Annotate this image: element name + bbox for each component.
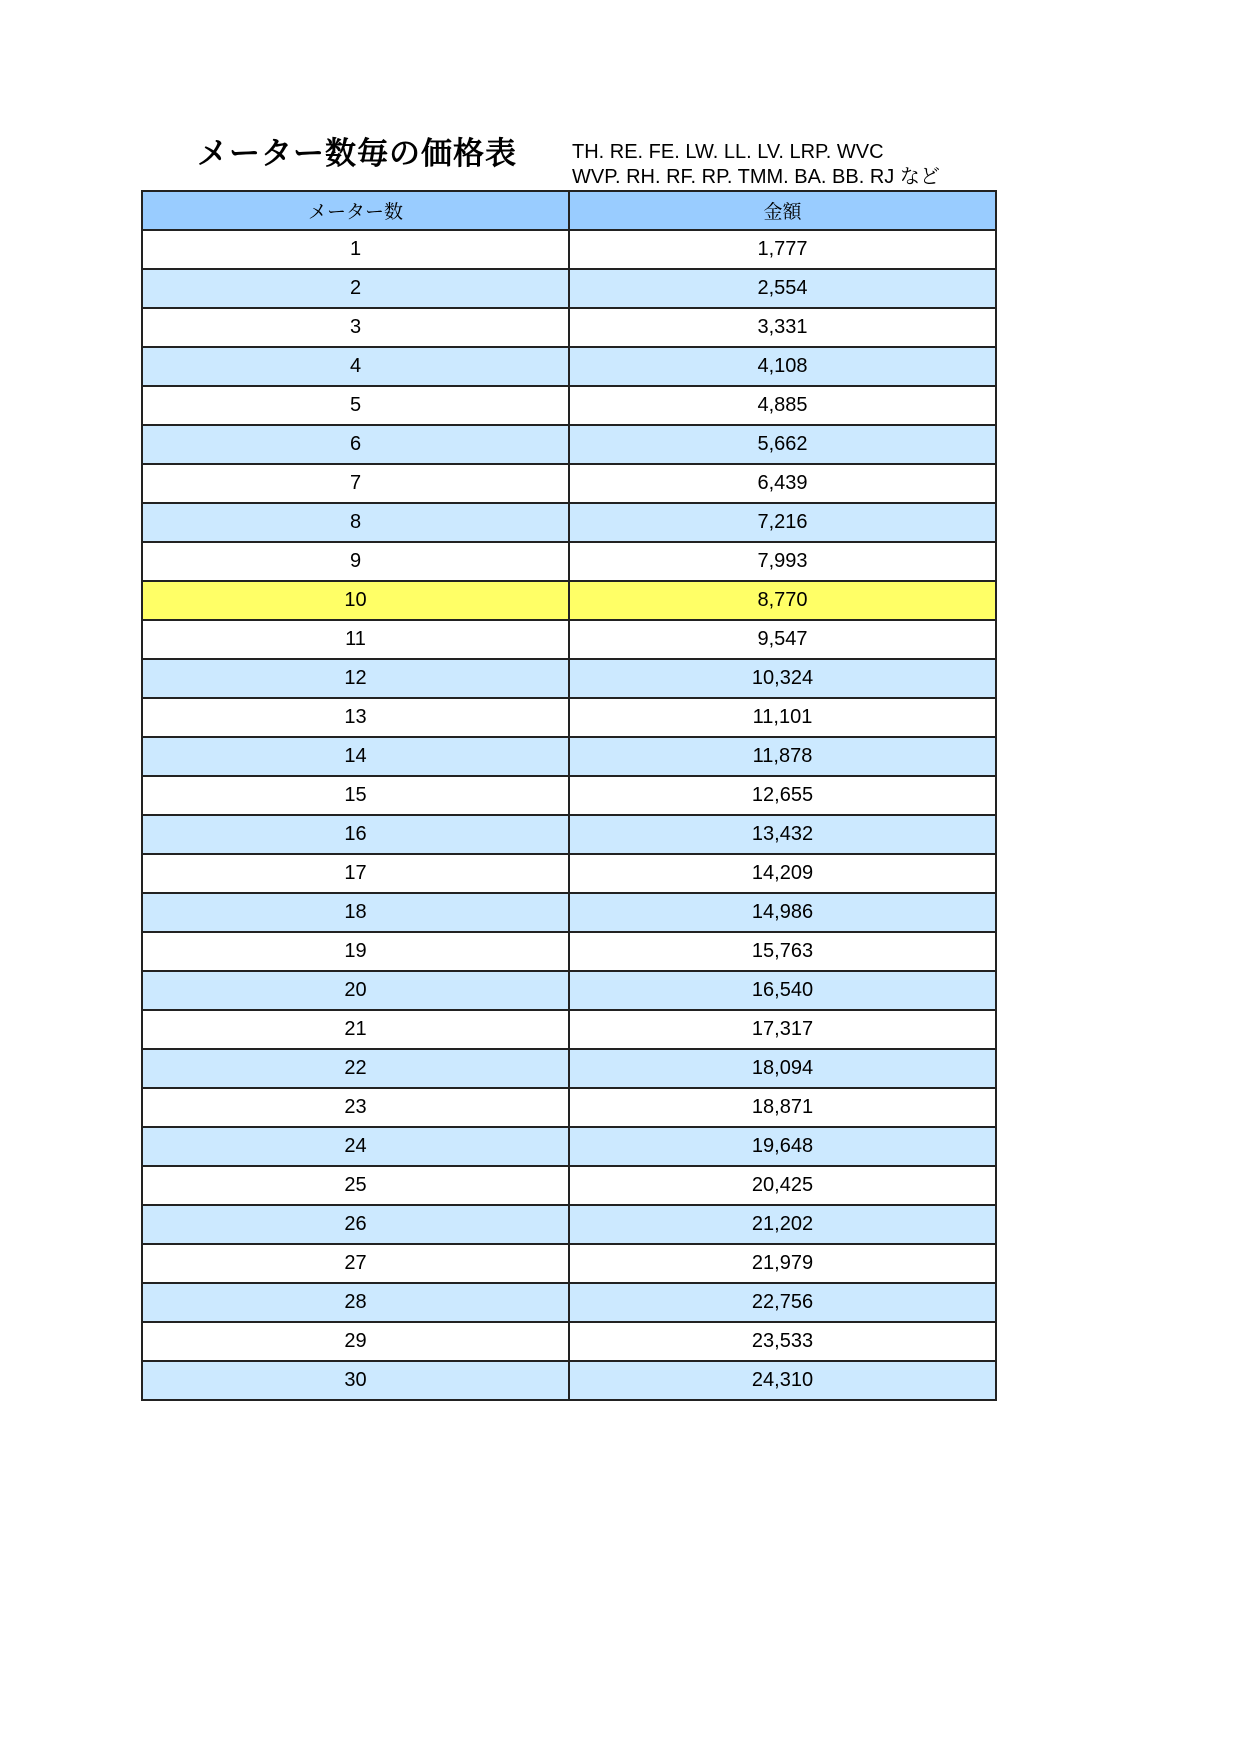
table-row	[142, 542, 996, 581]
price-cell: 10,324	[569, 659, 996, 698]
price-cell: 16,540	[569, 971, 996, 1010]
table-row	[142, 932, 996, 971]
product-codes-line-2: WVP. RH. RF. RP. TMM. BA. BB. RJ など	[572, 166, 940, 188]
table-row	[142, 815, 996, 854]
price-cell: 19,648	[569, 1127, 996, 1166]
price-cell: 9,547	[569, 620, 996, 659]
price-cell: 18,094	[569, 1049, 996, 1088]
header-price: 金額	[569, 191, 996, 230]
meters-cell: 5	[142, 386, 569, 425]
meters-cell: 13	[142, 698, 569, 737]
meters-cell: 16	[142, 815, 569, 854]
price-cell: 14,209	[569, 854, 996, 893]
meters-cell: 14	[142, 737, 569, 776]
table-row	[142, 269, 996, 308]
table-row	[142, 698, 996, 737]
price-cell: 15,763	[569, 932, 996, 971]
table-row	[142, 971, 996, 1010]
price-cell: 11,878	[569, 737, 996, 776]
table-row	[142, 854, 996, 893]
table-row	[142, 1166, 996, 1205]
table-row	[142, 1088, 996, 1127]
table-row	[142, 1127, 996, 1166]
price-cell: 6,439	[569, 464, 996, 503]
price-cell: 8,770	[569, 581, 996, 620]
meters-cell: 2	[142, 269, 569, 308]
price-cell: 4,885	[569, 386, 996, 425]
table-row	[142, 776, 996, 815]
table-row	[142, 1244, 996, 1283]
price-cell: 18,871	[569, 1088, 996, 1127]
meters-cell: 4	[142, 347, 569, 386]
table-row	[142, 425, 996, 464]
price-cell: 4,108	[569, 347, 996, 386]
meters-cell: 27	[142, 1244, 569, 1283]
table-row	[142, 620, 996, 659]
price-table	[141, 190, 997, 1401]
meters-cell: 18	[142, 893, 569, 932]
meters-cell: 11	[142, 620, 569, 659]
meters-cell: 23	[142, 1088, 569, 1127]
price-cell: 14,986	[569, 893, 996, 932]
meters-cell: 1	[142, 230, 569, 269]
meters-cell: 22	[142, 1049, 569, 1088]
table-row	[142, 1283, 996, 1322]
meters-cell: 7	[142, 464, 569, 503]
table-row	[142, 230, 996, 269]
meters-cell: 8	[142, 503, 569, 542]
price-cell: 1,777	[569, 230, 996, 269]
meters-cell: 30	[142, 1361, 569, 1400]
price-cell: 21,202	[569, 1205, 996, 1244]
meters-cell: 10	[142, 581, 569, 620]
meters-cell: 3	[142, 308, 569, 347]
meters-cell: 21	[142, 1010, 569, 1049]
price-cell: 20,425	[569, 1166, 996, 1205]
meters-cell: 9	[142, 542, 569, 581]
table-row	[142, 1361, 996, 1400]
meters-cell: 20	[142, 971, 569, 1010]
table-header-row	[142, 191, 996, 230]
header-meters: メーター数	[142, 191, 569, 230]
meters-cell: 19	[142, 932, 569, 971]
meters-cell: 29	[142, 1322, 569, 1361]
price-cell: 24,310	[569, 1361, 996, 1400]
price-cell: 21,979	[569, 1244, 996, 1283]
meters-cell: 24	[142, 1127, 569, 1166]
product-codes	[572, 140, 940, 190]
meters-cell: 28	[142, 1283, 569, 1322]
table-row	[142, 1322, 996, 1361]
price-cell: 5,662	[569, 425, 996, 464]
meters-cell: 17	[142, 854, 569, 893]
table-row	[142, 737, 996, 776]
table-row	[142, 464, 996, 503]
meters-cell: 15	[142, 776, 569, 815]
meters-cell: 6	[142, 425, 569, 464]
table-row	[142, 386, 996, 425]
table-row	[142, 893, 996, 932]
price-cell: 7,216	[569, 503, 996, 542]
table-row	[142, 581, 996, 620]
price-cell: 23,533	[569, 1322, 996, 1361]
table-row	[142, 659, 996, 698]
price-cell: 11,101	[569, 698, 996, 737]
page-title: メーター数毎の価格表	[197, 136, 517, 172]
table-row	[142, 503, 996, 542]
price-cell: 3,331	[569, 308, 996, 347]
meters-cell: 12	[142, 659, 569, 698]
price-cell: 12,655	[569, 776, 996, 815]
price-cell: 13,432	[569, 815, 996, 854]
table-row	[142, 347, 996, 386]
meters-cell: 25	[142, 1166, 569, 1205]
price-cell: 22,756	[569, 1283, 996, 1322]
price-table-body	[142, 230, 996, 1400]
table-row	[142, 1205, 996, 1244]
meters-cell: 26	[142, 1205, 569, 1244]
table-row	[142, 1049, 996, 1088]
product-codes-line-1: TH. RE. FE. LW. LL. LV. LRP. WVC	[572, 141, 884, 163]
table-row	[142, 1010, 996, 1049]
table-row	[142, 308, 996, 347]
price-cell: 2,554	[569, 269, 996, 308]
price-cell: 7,993	[569, 542, 996, 581]
price-cell: 17,317	[569, 1010, 996, 1049]
